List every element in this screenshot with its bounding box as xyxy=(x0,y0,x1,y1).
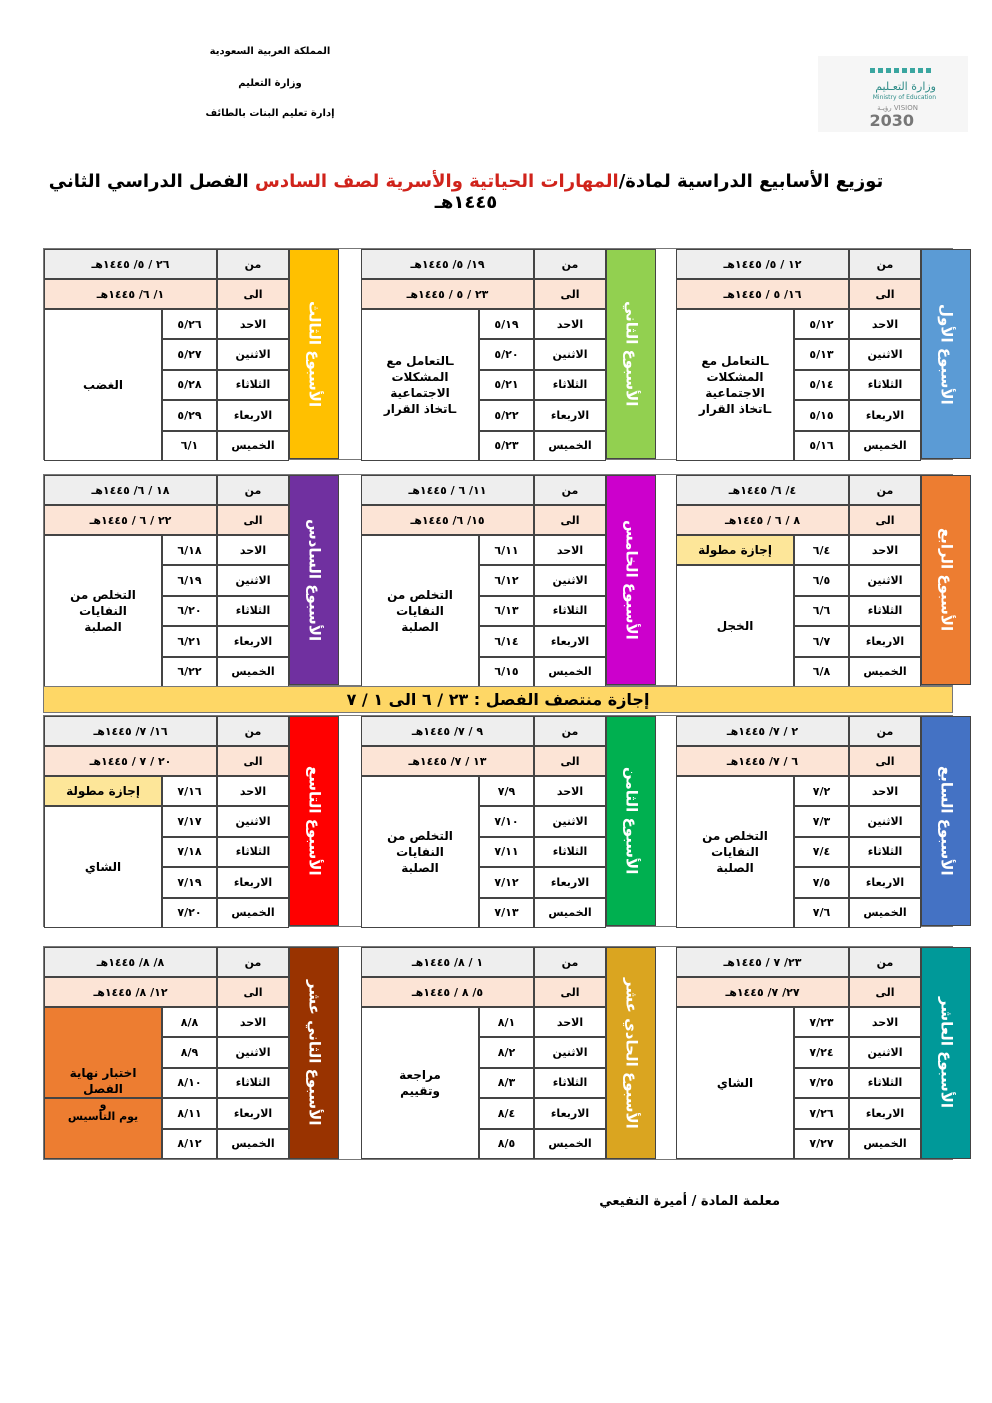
to-label: الى xyxy=(534,977,606,1007)
day-date: ٥/٢٠ xyxy=(479,339,534,369)
day-date: ٧/١٨ xyxy=(162,837,217,867)
title-term: الفصل الدراسي الثاني ١٤٤٥هـ xyxy=(48,171,498,213)
week-name-band xyxy=(921,716,971,926)
day-name: الاثنين xyxy=(849,339,921,369)
day-date: ٦/٦ xyxy=(794,596,849,626)
title-part1: توزيع الأسابيع الدراسية لمادة/ xyxy=(618,171,884,192)
day-name: الخميس xyxy=(534,898,606,928)
to-label: الى xyxy=(217,746,289,776)
to-label: الى xyxy=(849,746,921,776)
day-date: ٧/٩ xyxy=(479,776,534,806)
day-name: الاحد xyxy=(534,1007,606,1037)
from-label: من xyxy=(217,475,289,505)
day-date: ٥/١٥ xyxy=(794,400,849,430)
week-name-band xyxy=(289,249,339,459)
day-name: الاربعاء xyxy=(217,400,289,430)
day-name: الثلاثاء xyxy=(849,1068,921,1098)
day-date: ٨/٢ xyxy=(479,1037,534,1067)
logo-year: 2030 xyxy=(869,111,914,130)
day-name: الخميس xyxy=(534,1129,606,1159)
day-date: ٧/١٣ xyxy=(479,898,534,928)
week-to-date: ١/ ٦/ ١٤٤٥هـ xyxy=(44,279,217,309)
week-from-date: ٢٦ / ٥/ ١٤٤٥هـ xyxy=(44,249,217,279)
from-label: من xyxy=(534,716,606,746)
day-date: ٧/٢٥ xyxy=(794,1068,849,1098)
from-label: من xyxy=(849,716,921,746)
logo-arabic: وزارة التعـليم xyxy=(875,80,936,93)
week-from-date: ١٩/ ٥/ ١٤٤٥هـ xyxy=(361,249,534,279)
day-name: الاحد xyxy=(534,309,606,339)
long-holiday-note: إجازة مطولة xyxy=(44,776,162,806)
week-name-band xyxy=(606,475,656,685)
day-date: ٧/١٠ xyxy=(479,806,534,836)
day-date: ٦/٥ xyxy=(794,565,849,595)
week-from-date: ٢ / ٧/ ١٤٤٥هـ xyxy=(676,716,849,746)
day-name: الاربعاء xyxy=(217,626,289,656)
day-name: الخميس xyxy=(534,657,606,687)
day-name: الاحد xyxy=(849,309,921,339)
lesson-topic: التخلص من النفايات الصلبة xyxy=(676,776,794,928)
day-name: الاحد xyxy=(849,1007,921,1037)
day-date: ٧/١٧ xyxy=(162,806,217,836)
day-name: الاثنين xyxy=(217,565,289,595)
day-date: ٧/٦ xyxy=(794,898,849,928)
day-date: ٧/٢٤ xyxy=(794,1037,849,1067)
day-name: الاحد xyxy=(217,309,289,339)
week-name-band xyxy=(606,249,656,459)
week-name-band xyxy=(921,249,971,459)
day-date: ٥/١٣ xyxy=(794,339,849,369)
page-title xyxy=(40,171,892,213)
week-to-date: ٢٠ / ٧ / ١٤٤٥هـ xyxy=(44,746,217,776)
week-from-date: ٤/ ٦/ ١٤٤٥هـ xyxy=(676,475,849,505)
day-name: الثلاثاء xyxy=(849,370,921,400)
day-date: ٧/١٦ xyxy=(162,776,217,806)
day-name: الاثنين xyxy=(534,339,606,369)
day-date: ٨/١ xyxy=(479,1007,534,1037)
day-date: ٦/٨ xyxy=(794,657,849,687)
lesson-topic: الشاي xyxy=(676,1007,794,1159)
from-label: من xyxy=(849,475,921,505)
day-date: ٥/٢٩ xyxy=(162,400,217,430)
day-date: ٧/٢٦ xyxy=(794,1098,849,1128)
week-name: الأسبوع الأول xyxy=(937,303,956,405)
day-date: ٧/٢٧ xyxy=(794,1129,849,1159)
day-name: الاثنين xyxy=(849,806,921,836)
day-date: ٥/١٦ xyxy=(794,431,849,461)
day-date: ٥/٢١ xyxy=(479,370,534,400)
lesson-topic: الغضب xyxy=(44,309,162,461)
day-date: ٧/١٩ xyxy=(162,867,217,897)
week-name: الأسبوع الثالث xyxy=(305,300,324,408)
day-date: ٨/٥ xyxy=(479,1129,534,1159)
day-name: الثلاثاء xyxy=(849,596,921,626)
week-to-date: ٦ / ٧/ ١٤٤٥هـ xyxy=(676,746,849,776)
lesson-topic: الخجل xyxy=(676,565,794,687)
day-date: ٦/٢١ xyxy=(162,626,217,656)
day-name: الاربعاء xyxy=(534,1098,606,1128)
day-name: الاربعاء xyxy=(849,1098,921,1128)
week-name: الأسبوع العاشر xyxy=(937,997,956,1109)
to-label: الى xyxy=(534,746,606,776)
to-label: الى xyxy=(534,279,606,309)
title-subject: المهارات الحياتية والأسرية لصف السادس xyxy=(255,171,619,192)
week-to-date: ٢٧/ ٧/ ١٤٤٥هـ xyxy=(676,977,849,1007)
day-name: الاحد xyxy=(849,776,921,806)
day-name: الخميس xyxy=(217,657,289,687)
week-name-band xyxy=(606,716,656,926)
week-row xyxy=(43,248,956,460)
day-date: ٨/١١ xyxy=(162,1098,217,1128)
day-date: ٦/٢٠ xyxy=(162,596,217,626)
day-name: الاربعاء xyxy=(534,400,606,430)
day-date: ٥/٢٨ xyxy=(162,370,217,400)
from-label: من xyxy=(534,947,606,977)
to-label: الى xyxy=(217,279,289,309)
day-name: الاربعاء xyxy=(534,626,606,656)
day-name: الخميس xyxy=(217,431,289,461)
week-name: الأسبوع الحادي عشر xyxy=(622,977,641,1129)
from-label: من xyxy=(217,716,289,746)
day-name: الثلاثاء xyxy=(534,1068,606,1098)
week-name: الأسبوع الثامن xyxy=(622,767,641,875)
day-date: ٦/١ xyxy=(162,431,217,461)
day-name: الخميس xyxy=(849,1129,921,1159)
week-row xyxy=(43,474,956,686)
day-name: الثلاثاء xyxy=(217,837,289,867)
day-date: ٥/٢٢ xyxy=(479,400,534,430)
day-name: الاحد xyxy=(217,535,289,565)
to-label: الى xyxy=(217,505,289,535)
day-name: الاثنين xyxy=(217,339,289,369)
week-name-band xyxy=(921,475,971,685)
day-date: ٥/١٢ xyxy=(794,309,849,339)
lesson-topic: التخلص من النفايات الصلبة xyxy=(361,535,479,687)
from-label: من xyxy=(217,947,289,977)
day-date: ٧/١٢ xyxy=(479,867,534,897)
header-ministry: وزارة التعليم xyxy=(238,78,302,89)
to-label: الى xyxy=(849,279,921,309)
from-label: من xyxy=(534,249,606,279)
week-name: الأسبوع السادس xyxy=(305,518,324,642)
day-name: الثلاثاء xyxy=(534,837,606,867)
day-name: الاربعاء xyxy=(849,626,921,656)
from-label: من xyxy=(849,947,921,977)
day-date: ٧/٢٣ xyxy=(794,1007,849,1037)
day-name: الاثنين xyxy=(217,1037,289,1067)
week-to-date: ٥/ ٨ / ١٤٤٥هـ xyxy=(361,977,534,1007)
week-to-date: ٨ / ٦ / ١٤٤٥هـ xyxy=(676,505,849,535)
day-name: الثلاثاء xyxy=(534,596,606,626)
week-name: الأسبوع الثاني عشر xyxy=(305,980,324,1126)
day-name: الاثنين xyxy=(217,806,289,836)
to-label: الى xyxy=(849,505,921,535)
logo-english: Ministry of Education xyxy=(872,94,936,101)
long-holiday-note: إجازة مطولة xyxy=(676,535,794,565)
week-name: الأسبوع السابع xyxy=(937,766,956,876)
week-from-date: ١٢ / ٥/ ١٤٤٥هـ xyxy=(676,249,849,279)
day-name: الثلاثاء xyxy=(534,370,606,400)
to-label: الى xyxy=(217,977,289,1007)
day-date: ٥/٢٧ xyxy=(162,339,217,369)
lesson-topic: ـالتعامل مع المشكلات الاجتماعية ـاتخاذ القرار xyxy=(361,309,479,461)
day-date: ٧/٢٠ xyxy=(162,898,217,928)
day-name: الاربعاء xyxy=(849,867,921,897)
day-name: الاحد xyxy=(217,1007,289,1037)
day-name: الخميس xyxy=(849,657,921,687)
day-name: الاربعاء xyxy=(217,1098,289,1128)
header-department: إدارة تعليم البنات بالطائف xyxy=(205,108,335,119)
week-from-date: ١ / ٨/ ١٤٤٥هـ xyxy=(361,947,534,977)
day-date: ٥/٢٦ xyxy=(162,309,217,339)
day-date: ٧/٤ xyxy=(794,837,849,867)
day-name: الاثنين xyxy=(849,1037,921,1067)
day-date: ٧/٣ xyxy=(794,806,849,836)
day-name: الاربعاء xyxy=(217,867,289,897)
week-to-date: ٢٢ / ٦ / ١٤٤٥هـ xyxy=(44,505,217,535)
day-name: الاحد xyxy=(534,535,606,565)
founding-day-topic: و يوم التأسيس xyxy=(44,1098,162,1159)
day-date: ٧/٢ xyxy=(794,776,849,806)
day-date: ٥/١٤ xyxy=(794,370,849,400)
lesson-topic: الشاي xyxy=(44,806,162,928)
day-name: الاحد xyxy=(534,776,606,806)
day-name: الاحد xyxy=(217,776,289,806)
day-date: ٥/١٩ xyxy=(479,309,534,339)
week-name-band xyxy=(289,947,339,1159)
day-date: ٨/٩ xyxy=(162,1037,217,1067)
logo-vision: رؤيـة VISION xyxy=(877,104,918,112)
day-date: ٥/٢٣ xyxy=(479,431,534,461)
week-from-date: ١١/ ٦ / ١٤٤٥هـ xyxy=(361,475,534,505)
week-name: الأسبوع الخامس xyxy=(622,520,641,640)
day-name: الثلاثاء xyxy=(217,370,289,400)
from-label: من xyxy=(217,249,289,279)
lesson-topic: مراجعة وتقييم xyxy=(361,1007,479,1159)
day-date: ٨/١٢ xyxy=(162,1129,217,1159)
day-name: الاربعاء xyxy=(534,867,606,897)
week-name-band xyxy=(606,947,656,1159)
day-name: الثلاثاء xyxy=(217,1068,289,1098)
lesson-topic: ـالتعامل مع المشكلات الاجتماعية ـاتخاذ القرار xyxy=(676,309,794,461)
lesson-topic: التخلص من النفايات الصلبة xyxy=(44,535,162,687)
exam-topic: اختبار نهاية الفصل xyxy=(44,1007,162,1098)
week-name-band xyxy=(289,716,339,926)
day-date: ٦/٤ xyxy=(794,535,849,565)
lesson-topic: التخلص من النفايات الصلبة xyxy=(361,776,479,928)
day-date: ٨/٣ xyxy=(479,1068,534,1098)
day-date: ٨/٤ xyxy=(479,1098,534,1128)
day-date: ٦/٢٢ xyxy=(162,657,217,687)
week-name-band xyxy=(289,475,339,685)
day-date: ٦/٧ xyxy=(794,626,849,656)
week-from-date: ٢٣/ ٧ / ١٤٤٥هـ xyxy=(676,947,849,977)
day-date: ٦/١٩ xyxy=(162,565,217,595)
day-date: ٦/١٥ xyxy=(479,657,534,687)
week-to-date: ١٦/ ٥ / ١٤٤٥هـ xyxy=(676,279,849,309)
from-label: من xyxy=(534,475,606,505)
day-date: ٧/١١ xyxy=(479,837,534,867)
day-name: الاحد xyxy=(849,535,921,565)
week-to-date: ١٣ / ٧/ ١٤٤٥هـ xyxy=(361,746,534,776)
day-date: ٨/١٠ xyxy=(162,1068,217,1098)
teacher-signature: معلمة المادة / أميرة النفيعي xyxy=(599,1194,780,1209)
week-row xyxy=(43,946,956,1160)
week-name: الأسبوع التاسع xyxy=(305,766,324,876)
day-name: الاثنين xyxy=(534,806,606,836)
week-row xyxy=(43,715,956,927)
day-name: الخميس xyxy=(849,431,921,461)
day-name: الاثنين xyxy=(534,1037,606,1067)
to-label: الى xyxy=(534,505,606,535)
header-kingdom: المملكة العربية السعودية xyxy=(209,46,331,57)
week-name-band xyxy=(921,947,971,1159)
day-date: ٦/١١ xyxy=(479,535,534,565)
week-from-date: ١٦/ ٧/ ١٤٤٥هـ xyxy=(44,716,217,746)
week-name: الأسبوع الثاني xyxy=(622,301,641,407)
week-from-date: ١٨ / ٦/ ١٤٤٥هـ xyxy=(44,475,217,505)
day-date: ٦/١٨ xyxy=(162,535,217,565)
midterm-holiday: إجازة منتصف الفصل : ٢٣ / ٦ الى ١ / ٧ xyxy=(43,686,953,713)
day-name: الخميس xyxy=(217,1129,289,1159)
week-name: الأسبوع الرابع xyxy=(937,528,956,632)
week-to-date: ٢٣ / ٥ / ١٤٤٥هـ xyxy=(361,279,534,309)
day-name: الاربعاء xyxy=(849,400,921,430)
from-label: من xyxy=(849,249,921,279)
day-date: ٦/١٣ xyxy=(479,596,534,626)
day-name: الاثنين xyxy=(534,565,606,595)
day-date: ٧/٥ xyxy=(794,867,849,897)
day-name: الثلاثاء xyxy=(849,837,921,867)
day-date: ٦/١٢ xyxy=(479,565,534,595)
ministry-logo xyxy=(818,56,968,132)
day-name: الخميس xyxy=(534,431,606,461)
day-date: ٨/٨ xyxy=(162,1007,217,1037)
to-label: الى xyxy=(849,977,921,1007)
week-to-date: ١٥/ ٦/ ١٤٤٥هـ xyxy=(361,505,534,535)
week-from-date: ٩ / ٧/ ١٤٤٥هـ xyxy=(361,716,534,746)
day-date: ٦/١٤ xyxy=(479,626,534,656)
week-from-date: ٨/ ٨/ ١٤٤٥هـ xyxy=(44,947,217,977)
day-name: الاثنين xyxy=(849,565,921,595)
week-to-date: ١٢/ ٨/ ١٤٤٥هـ xyxy=(44,977,217,1007)
day-name: الخميس xyxy=(217,898,289,928)
day-name: الثلاثاء xyxy=(217,596,289,626)
day-name: الخميس xyxy=(849,898,921,928)
